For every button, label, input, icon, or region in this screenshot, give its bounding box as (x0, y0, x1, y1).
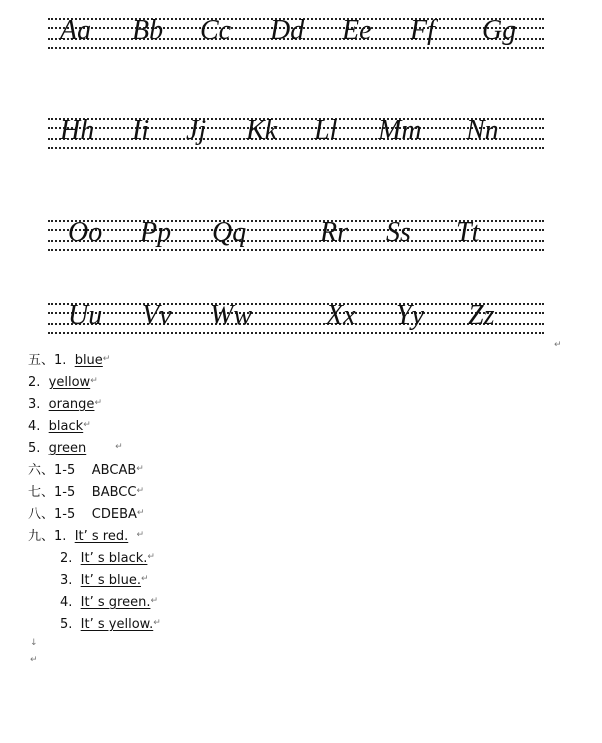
section-8-label: 八、 (28, 507, 55, 522)
letter-pair: Ll (314, 115, 338, 146)
item-number: 2. (60, 551, 73, 566)
paragraph-mark: ↵ (136, 508, 145, 518)
letter-pair: Yy (396, 300, 424, 331)
section-7 (28, 484, 144, 502)
letter-pair: Ff (410, 15, 435, 46)
letter-pair: Tt (456, 217, 480, 248)
manual-line-break-mark: ↓ (30, 638, 38, 648)
letter-pair: Xx (326, 300, 356, 331)
paragraph-mark: ↵ (83, 420, 91, 430)
guide-line (48, 147, 544, 149)
letter-pair: Oo (68, 217, 103, 248)
section-5-item-5 (28, 440, 123, 458)
section-6-label: 六、 (28, 463, 55, 478)
section-9-item-2 (60, 550, 155, 568)
answer-text: black (48, 419, 84, 434)
paragraph-mark: ↵ (102, 354, 111, 364)
section-7-label: 七、 (28, 485, 55, 500)
guide-line (48, 249, 544, 251)
letter-pair: Gg (482, 15, 517, 46)
item-number: 1. (54, 529, 67, 544)
letter-pair: Kk (246, 115, 278, 146)
paragraph-mark: ↵ (94, 398, 102, 408)
item-number: 2. (28, 375, 41, 390)
item-number: 1. (54, 353, 67, 368)
letter-pair: Dd (270, 15, 305, 46)
section-9-label: 九、 (28, 529, 55, 544)
letter-pair: Aa (60, 15, 92, 46)
paragraph-mark: ↵ (136, 464, 144, 474)
letter-pair: Hh (60, 115, 95, 146)
paragraph-mark: ↵ (147, 552, 155, 562)
letter-pair: Rr (320, 217, 348, 248)
answer-text: It’ s blue. (80, 573, 142, 588)
letter-pair: Mm (378, 115, 422, 146)
letter-pair: Bb (132, 15, 164, 46)
paragraph-mark: ↵ (150, 596, 158, 606)
handwriting-row-4 (48, 299, 544, 339)
paragraph-mark: ↵ (115, 442, 123, 452)
answer-text: It’ s black. (80, 551, 148, 566)
item-number: 4. (60, 595, 73, 610)
section-5-label: 五、 (28, 353, 55, 368)
answer-text: ABCAB (91, 463, 137, 478)
item-number: 4. (28, 419, 41, 434)
answer-text: It’ s green. (80, 595, 151, 610)
question-range: 1-5 (54, 485, 76, 500)
paragraph-mark: ↵ (136, 530, 145, 540)
section-5-item-2 (28, 374, 98, 392)
question-range: 1-5 (54, 463, 76, 478)
section-5-item-1 (28, 352, 110, 370)
answer-text: CDEBA (91, 507, 137, 522)
letter-pair: Vv (142, 300, 172, 331)
letter-pair: Uu (68, 300, 103, 331)
letter-pair: Jj (186, 115, 207, 146)
question-range: 1-5 (54, 507, 76, 522)
letter-pair: Qq (212, 217, 247, 248)
answer-text: yellow (48, 375, 91, 390)
letter-pair: Nn (466, 115, 499, 146)
letter-pair: Ss (386, 217, 411, 248)
item-number: 3. (28, 397, 41, 412)
item-number: 5. (60, 617, 73, 632)
letter-pair: Pp (140, 217, 172, 248)
handwriting-row-2 (48, 114, 544, 154)
answer-text: BABCC (91, 485, 137, 500)
section-9-item-4 (60, 594, 158, 612)
letter-pair: Cc (200, 15, 232, 46)
section-8 (28, 506, 144, 524)
section-6 (28, 462, 144, 480)
guide-line (48, 332, 544, 334)
handwriting-row-3 (48, 216, 544, 256)
paragraph-mark: ↵ (136, 486, 144, 496)
section-9-item-5 (60, 616, 161, 634)
letter-pair: Ww (210, 300, 252, 331)
paragraph-mark: ↵ (153, 618, 161, 628)
paragraph-mark: ↵ (90, 376, 98, 386)
section-9-item-3 (60, 572, 149, 590)
answer-text: blue (74, 353, 103, 368)
letter-pair: Zz (468, 300, 495, 331)
section-9-item-1 (28, 528, 144, 546)
handwriting-row-1 (48, 14, 544, 54)
paragraph-mark: ↵ (141, 574, 149, 584)
answer-text: It’ s red. (74, 529, 129, 544)
letter-pair: Ee (342, 15, 372, 46)
section-5-item-3 (28, 396, 102, 414)
answer-text: green (48, 441, 87, 456)
paragraph-mark: ↵ (554, 340, 562, 350)
answer-text: It’ s yellow. (80, 617, 154, 632)
letter-pair: Ii (132, 115, 150, 146)
paragraph-mark: ↵ (30, 655, 38, 665)
item-number: 3. (60, 573, 73, 588)
item-number: 5. (28, 441, 41, 456)
answer-text: orange (48, 397, 95, 412)
guide-line (48, 47, 544, 49)
section-5-item-4 (28, 418, 91, 436)
